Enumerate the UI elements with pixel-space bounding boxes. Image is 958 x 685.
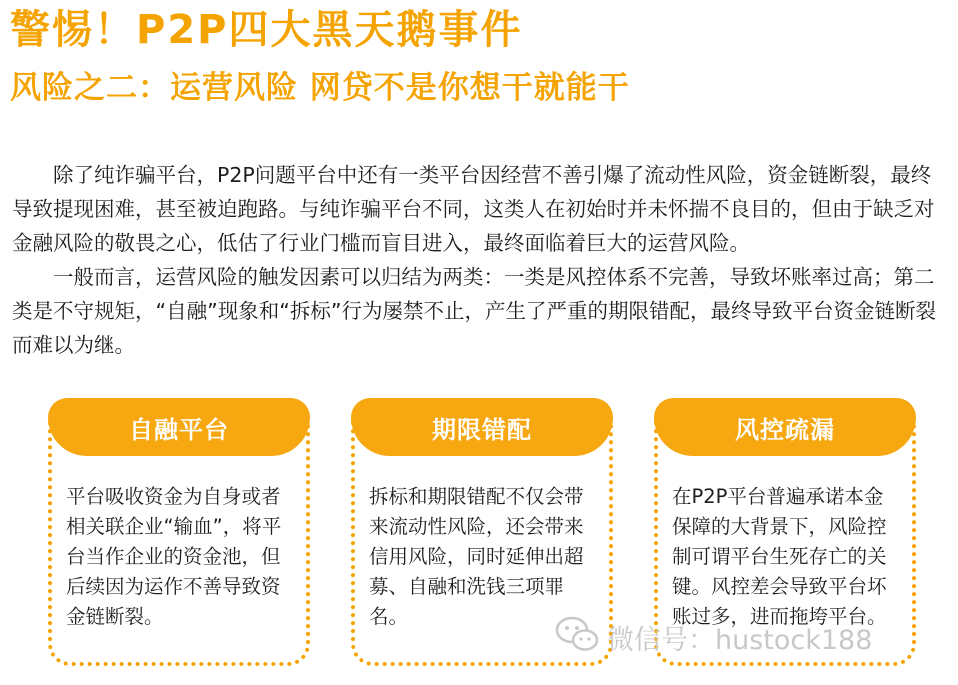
watermark-text: 微信号：hustock188 xyxy=(607,625,873,656)
card-text: 拆标和期限错配不仅会带来流动性风险，还会带来信用风险，同时延伸出超募、自融和洗钱三项罪名。 xyxy=(369,485,584,628)
paragraph-1: 除了纯诈骗平台，P2P问题平台中还有一类平台因经营不善引爆了流动性风险，资金链断裂，最终导致提现困难，甚至被迫跑路。与纯诈骗平台不同，这类人在初始时并未怀揣不良目的，但由于缺乏对金融风险的敬畏之心，低估了行业门槛而盲目进入，最终面临着巨大的运营风险。 xyxy=(12,163,935,255)
watermark xyxy=(555,616,872,659)
card-text: 平台吸收资金为自身或者相关联企业“输血”，将平台当作企业的资金池，但后续因为运作不善导致资金链断裂。 xyxy=(66,485,282,628)
article-body xyxy=(12,158,948,362)
wechat-icon xyxy=(555,616,599,659)
page-title: 警惕！P2P四大黑天鹅事件 xyxy=(10,7,523,53)
page-subtitle: 风险之二：运营风险 网贷不是你想干就能干 xyxy=(10,70,630,106)
card-text: 在P2P平台普遍承诺本金保障的大背景下，风险控制可谓平台生死存亡的关键。风控差会导致平台坏账过多，进而拖垮平台。 xyxy=(672,485,887,628)
paragraph-2: 一般而言，运营风险的触发因素可以归结为两类：一类是风控体系不完善，导致坏账率过高；第二类是不守规矩，“自融”现象和“拆标”行为屡禁不止，产生了严重的期限错配，最终导致平台资金链断裂而难以为继。 xyxy=(12,265,936,357)
card-self-financing xyxy=(48,398,310,666)
card-title: 期限错配 xyxy=(351,398,613,456)
card-title: 风控疏漏 xyxy=(654,398,916,456)
card-title: 自融平台 xyxy=(48,398,310,456)
